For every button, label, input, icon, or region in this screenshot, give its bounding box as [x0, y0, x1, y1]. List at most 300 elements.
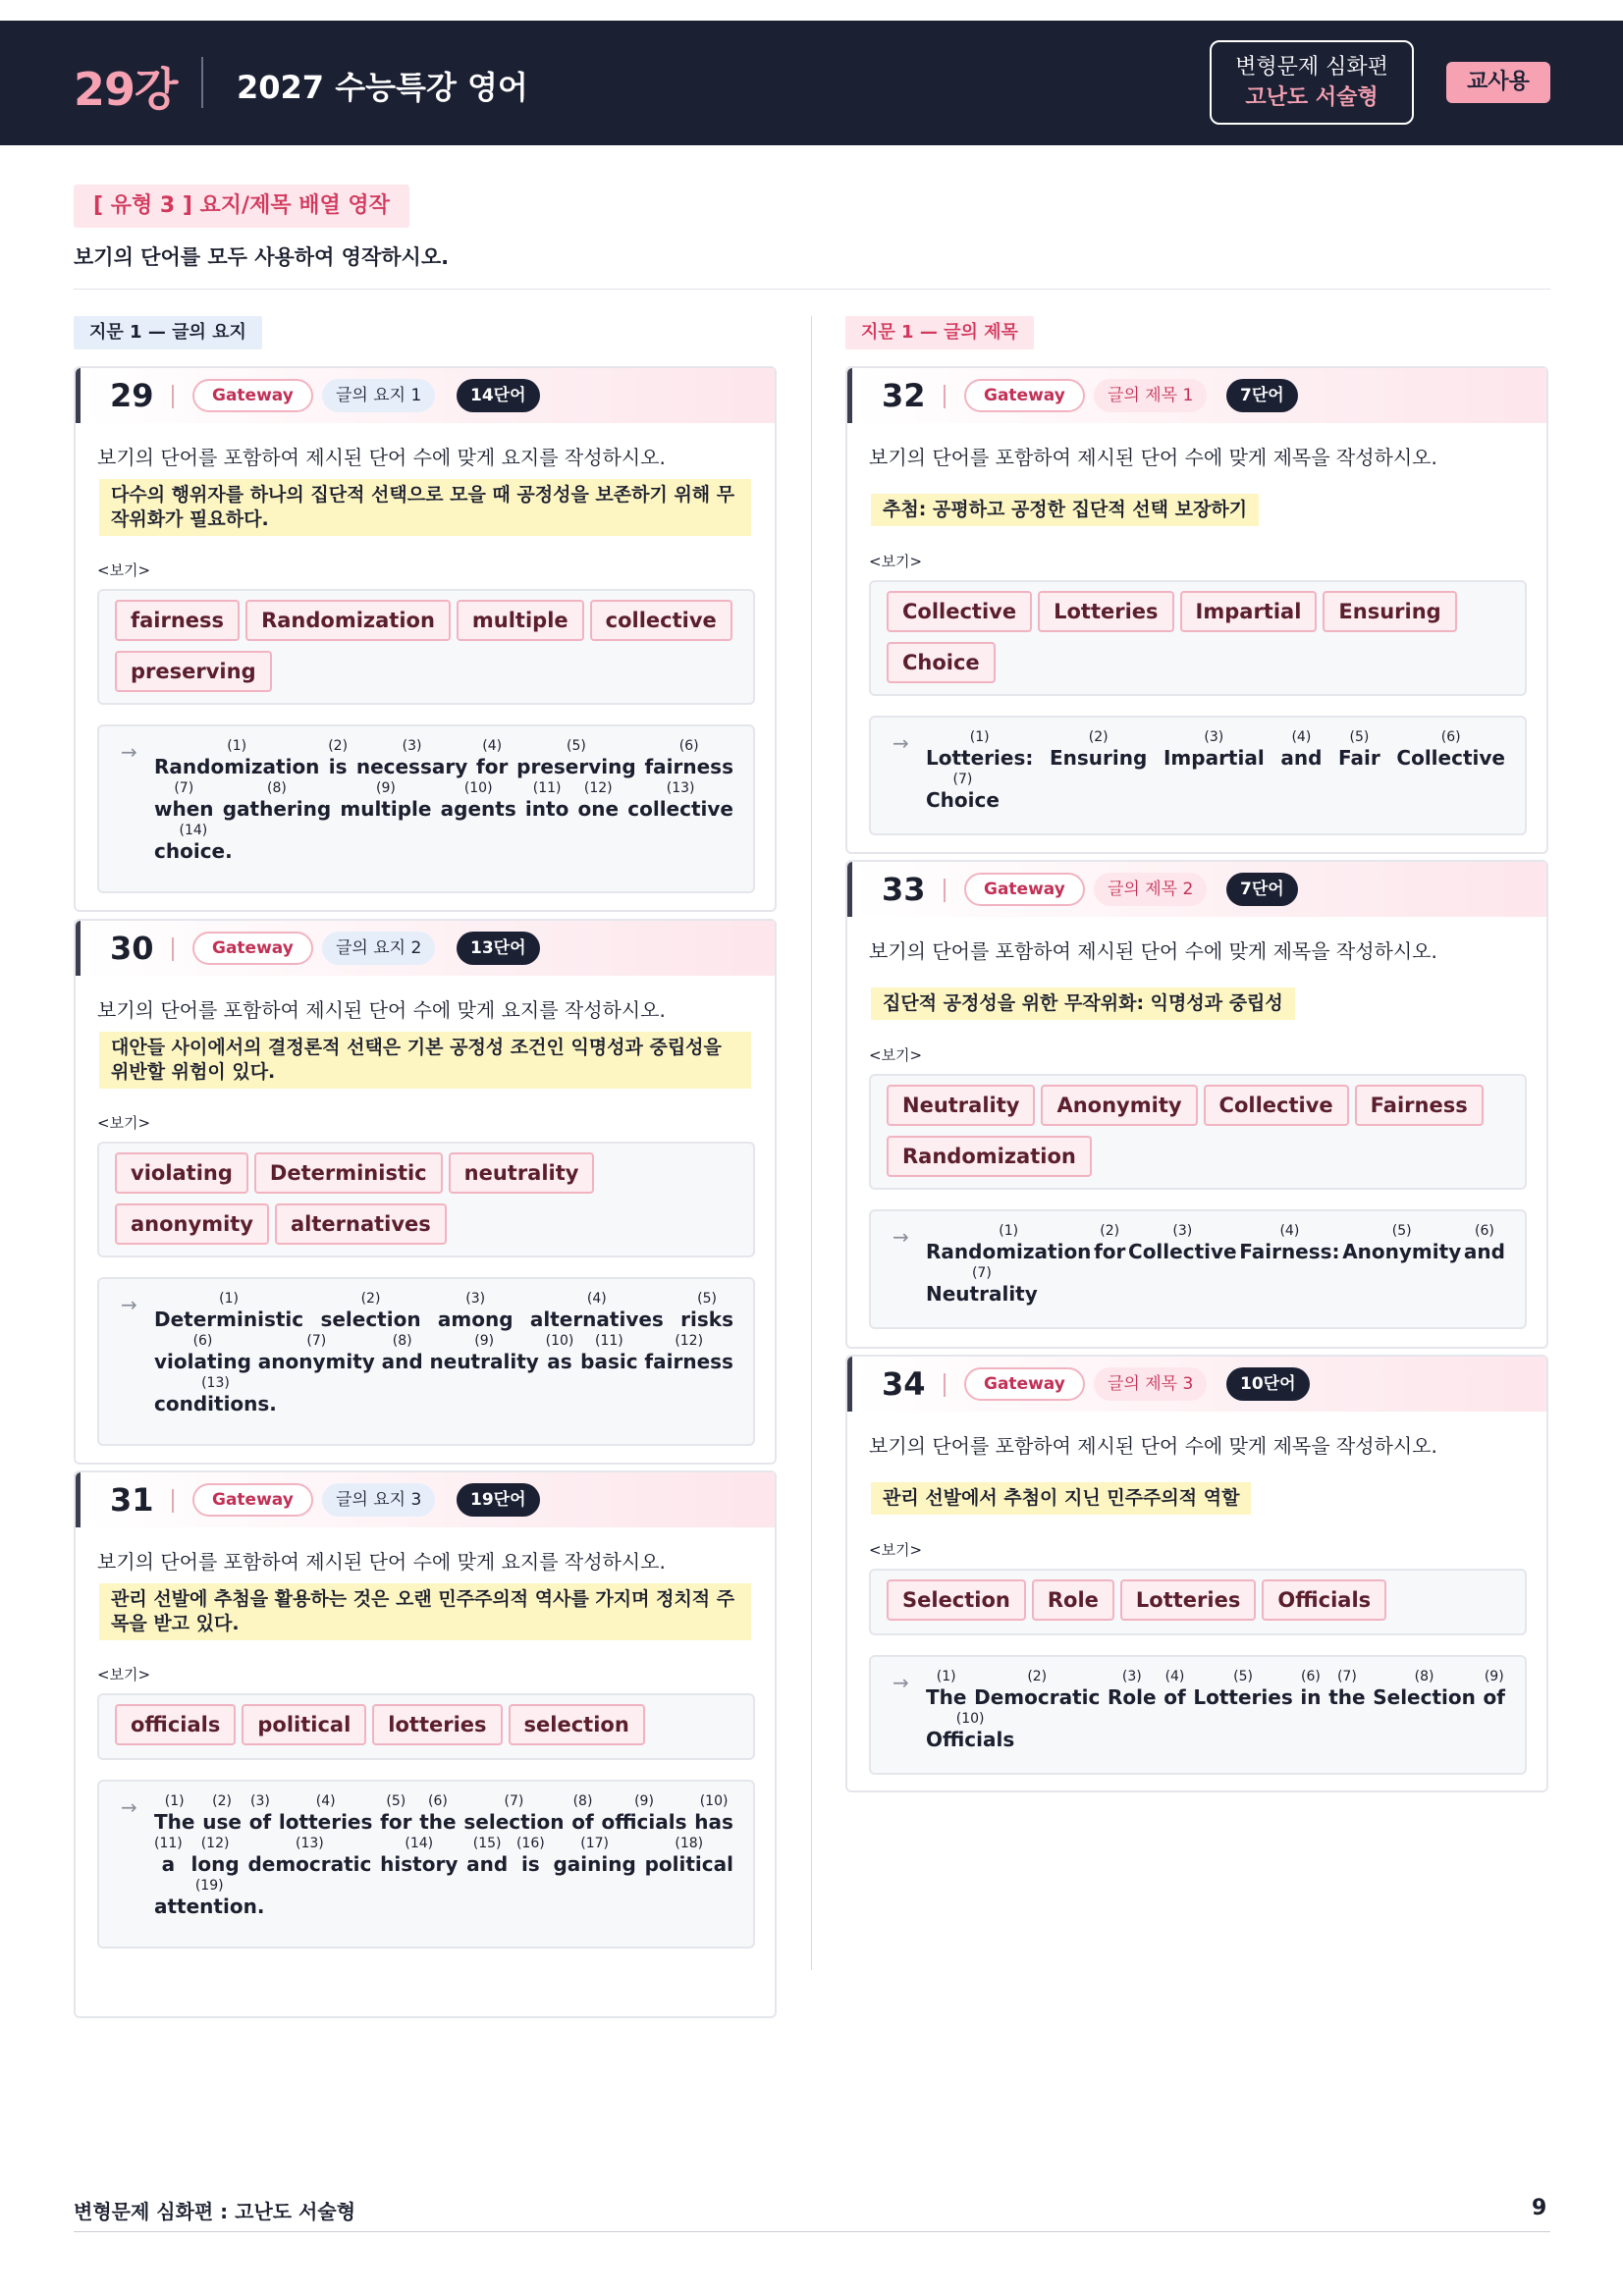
word-count-badge: 14단어: [457, 379, 540, 412]
answer-box: [97, 1277, 755, 1446]
answer-word-number: (11): [532, 780, 562, 796]
word-chip: Choice: [887, 642, 996, 683]
question-prompt: 보기의 단어를 포함하여 제시된 단어 수에 맞게 요지를 작성하시오.: [97, 1550, 666, 1574]
answer-word-number: (6): [678, 738, 699, 754]
answer-word-number: (2): [1088, 729, 1109, 745]
question-prompt: 보기의 단어를 포함하여 제시된 단어 수에 맞게 제목을 작성하시오.: [869, 446, 1437, 469]
word-chip: preserving: [115, 651, 272, 692]
answer-word-text: the: [419, 1810, 457, 1834]
question-prompt: 보기의 단어를 포함하여 제시된 단어 수에 맞게 제목을 작성하시오.: [869, 1434, 1437, 1458]
word-chip: Selection: [887, 1579, 1026, 1621]
question-header: [76, 921, 775, 976]
question-type-badge: 글의 요지 1: [322, 379, 435, 412]
answer-line: [926, 772, 1505, 812]
answer-word: [154, 1291, 303, 1331]
gateway-badge: Gateway: [192, 379, 313, 412]
answer-word-text: long: [190, 1852, 240, 1876]
answer-word-text: Ensuring: [1050, 746, 1148, 770]
number-separator: [172, 1489, 174, 1513]
answer-word: [1163, 1669, 1185, 1709]
answer-word: [926, 729, 1033, 770]
gateway-badge: Gateway: [192, 932, 313, 965]
answer-word: [680, 1291, 733, 1331]
word-chip: Deterministic: [254, 1152, 443, 1194]
word-chip: multiple: [457, 600, 584, 641]
right-passage-label: 지문 1 — 글의 제목: [845, 316, 1034, 349]
answer-word-number: (3): [1172, 1223, 1193, 1239]
answer-word: [1094, 1223, 1125, 1263]
answer-word-number: (10): [463, 780, 493, 796]
answer-word: [1163, 729, 1265, 770]
answer-word: [320, 1291, 420, 1331]
answer-word-text: in: [1300, 1685, 1322, 1709]
answer-word-number: (2): [1027, 1669, 1048, 1684]
answer-word-number: (1): [969, 729, 990, 745]
answer-word-text: of: [1483, 1685, 1505, 1709]
answer-word-number: (12): [675, 1333, 704, 1349]
bogi-label: <보기>: [97, 1666, 151, 1683]
answer-word-text: Anonymity: [1342, 1240, 1462, 1263]
word-bank: [869, 580, 1527, 696]
answer-word-number: (6): [192, 1333, 213, 1349]
answer-word-number: (14): [405, 1836, 434, 1851]
answer-word-text: Officials: [926, 1728, 1015, 1751]
lesson-number: 29강: [74, 63, 178, 116]
word-count-badge: 10단어: [1226, 1367, 1310, 1401]
answer-word-text: Choice: [926, 788, 1000, 812]
answer-word-text: history: [380, 1852, 459, 1876]
header-divider: [201, 57, 203, 108]
answer-word: [644, 1333, 733, 1373]
answer-word: [1373, 1669, 1476, 1709]
answer-word: [247, 1836, 371, 1876]
answer-word-text: gathering: [222, 797, 332, 821]
answer-word-number: (4): [1279, 1223, 1300, 1239]
answer-word-number: (6): [1301, 1669, 1321, 1684]
answer-line: [926, 1669, 1505, 1709]
answer-word: [1128, 1223, 1237, 1263]
answer-word-text: is: [328, 755, 348, 778]
word-chip: fairness: [115, 600, 240, 641]
answer-word: [1484, 1669, 1505, 1709]
answer-word: [382, 1333, 423, 1373]
answer-word: [580, 1333, 637, 1373]
answer-word: [430, 1333, 539, 1373]
question-header: [847, 1357, 1546, 1412]
word-chip: Ensuring: [1323, 591, 1456, 632]
answer-word-number: (6): [1474, 1223, 1494, 1239]
answer-word: [1396, 729, 1505, 770]
answer-word-number: (1): [227, 738, 247, 754]
answer-word-text: Lotteries:: [926, 746, 1034, 770]
page-number: 9: [1532, 2196, 1547, 2220]
arrow-icon: →: [121, 740, 137, 764]
question-prompt: 보기의 단어를 포함하여 제시된 단어 수에 맞게 제목을 작성하시오.: [869, 939, 1437, 963]
answer-word-text: basic: [580, 1350, 638, 1373]
word-chip: political: [242, 1704, 366, 1745]
answer-word-number: (18): [675, 1836, 704, 1851]
question-header: [76, 1472, 775, 1527]
left-passage-label: 지문 1 — 글의 요지: [74, 316, 262, 349]
answer-word-text: choice.: [154, 839, 233, 863]
arrow-icon: →: [893, 1225, 909, 1249]
answer-word-text: Collective: [1396, 746, 1505, 770]
answer-box: [869, 716, 1527, 835]
answer-word-text: Selection: [1373, 1685, 1476, 1709]
question-card: [74, 919, 777, 1465]
answer-lines: [926, 1669, 1505, 1753]
answer-word-number: (5): [697, 1291, 717, 1307]
answer-line: [154, 738, 733, 778]
answer-word-text: Impartial: [1163, 746, 1265, 770]
answer-box: [869, 1209, 1527, 1329]
problem-type-box: [1210, 40, 1414, 125]
answer-word-number: (5): [1391, 1223, 1412, 1239]
answer-line: [926, 1711, 1505, 1751]
teacher-badge: 교사용: [1446, 62, 1550, 103]
answer-word-number: (2): [1100, 1223, 1120, 1239]
gateway-badge: Gateway: [964, 1367, 1085, 1401]
answer-word-number: (2): [360, 1291, 381, 1307]
answer-word-text: for: [476, 755, 509, 778]
word-chip: anonymity: [115, 1203, 269, 1245]
answer-box: [869, 1655, 1527, 1775]
word-chip: Officials: [1262, 1579, 1386, 1621]
book-title: 2027 수능특강 영어: [237, 69, 528, 106]
answer-word: [926, 1265, 1038, 1306]
korean-hint-highlight: 다수의 행위자를 하나의 집단적 선택으로 모을 때 공정성을 보존하기 위해 무작위화가 필요하다.: [99, 479, 751, 536]
answer-word: [154, 1836, 183, 1876]
answer-word-text: collective: [627, 797, 733, 821]
answer-word-text: alternatives: [529, 1308, 664, 1331]
answer-word-number: (3): [402, 738, 422, 754]
answer-word-number: (9): [634, 1793, 654, 1809]
answer-word-text: Deterministic: [154, 1308, 304, 1331]
answer-word-number: (10): [699, 1793, 729, 1809]
answer-word-number: (4): [315, 1793, 336, 1809]
answer-word-number: (13): [296, 1836, 324, 1851]
answer-word: [602, 1793, 687, 1834]
answer-word-text: fairness: [644, 1350, 733, 1373]
answer-word-number: (4): [1291, 729, 1312, 745]
answer-word-text: for: [380, 1810, 412, 1834]
question-number: 29: [110, 377, 154, 414]
answer-word-number: (4): [586, 1291, 607, 1307]
answer-lines: [926, 1223, 1505, 1308]
answer-word-number: (9): [474, 1333, 495, 1349]
answer-word-number: (7): [1336, 1669, 1357, 1684]
answer-word-text: among: [437, 1308, 514, 1331]
answer-word: [1193, 1669, 1292, 1709]
answer-word: [154, 823, 233, 863]
answer-line: [926, 1265, 1505, 1306]
answer-word: [1464, 1223, 1505, 1263]
answer-word-text: into: [524, 797, 569, 821]
answer-word-number: (3): [465, 1291, 486, 1307]
word-count-badge: 7단어: [1226, 379, 1298, 412]
answer-word: [154, 1375, 277, 1415]
answer-word-text: political: [644, 1852, 733, 1876]
answer-word-text: and: [466, 1852, 509, 1876]
answer-word-number: (7): [971, 1265, 992, 1281]
answer-word-text: selection: [463, 1810, 565, 1834]
answer-word-text: as: [547, 1350, 572, 1373]
word-chip: Impartial: [1180, 591, 1318, 632]
answer-word-number: (1): [999, 1223, 1019, 1239]
question-number: 32: [882, 377, 926, 414]
number-separator: [172, 385, 174, 408]
arrow-icon: →: [121, 1293, 137, 1316]
answer-word: [1280, 729, 1322, 770]
answer-word-number: (10): [545, 1333, 574, 1349]
answer-word-number: (15): [472, 1836, 502, 1851]
word-chip: Fairness: [1355, 1085, 1484, 1126]
answer-word-text: use: [202, 1810, 242, 1834]
word-chip: Randomization: [887, 1136, 1092, 1177]
answer-word-text: risks: [680, 1308, 733, 1331]
bogi-label: <보기>: [97, 1114, 151, 1132]
problem-type-line2: 고난도 서술형: [1245, 85, 1379, 110]
answer-word-text: preserving: [516, 755, 636, 778]
question-type-badge: 글의 제목 2: [1094, 873, 1207, 906]
column-divider: [811, 316, 812, 1970]
answer-box: [97, 1780, 755, 1949]
question-card: [74, 1470, 777, 2018]
question-type-badge: 글의 제목 3: [1094, 1367, 1207, 1401]
answer-word-number: (8): [1414, 1669, 1434, 1684]
section-instruction: 보기의 단어를 모두 사용하여 영작하시오.: [74, 245, 450, 269]
answer-word: [1328, 1669, 1365, 1709]
gateway-badge: Gateway: [964, 379, 1085, 412]
answer-word-text: necessary: [355, 755, 468, 778]
answer-word-number: (12): [200, 1836, 230, 1851]
bogi-label: <보기>: [869, 553, 923, 570]
answer-word-number: (6): [428, 1793, 448, 1809]
number-separator: [944, 385, 946, 408]
answer-line: [154, 823, 733, 863]
question-card: [845, 366, 1548, 854]
question-number: 34: [882, 1365, 926, 1403]
question-prompt: 보기의 단어를 포함하여 제시된 단어 수에 맞게 요지를 작성하시오.: [97, 998, 666, 1022]
word-chip: Collective: [1204, 1085, 1349, 1126]
answer-word-text: Collective: [1128, 1240, 1237, 1263]
answer-word-text: neutrality: [429, 1350, 539, 1373]
answer-word-text: when: [154, 797, 214, 821]
answer-line: [154, 780, 733, 821]
question-header: [76, 368, 775, 423]
answer-word-text: of: [248, 1810, 272, 1834]
answer-word-number: (7): [504, 1793, 524, 1809]
answer-word: [340, 780, 431, 821]
question-type-badge: 글의 제목 1: [1094, 379, 1207, 412]
answer-word-text: has: [694, 1810, 733, 1834]
answer-word-text: officials: [601, 1810, 687, 1834]
answer-word-text: anonymity: [257, 1350, 375, 1373]
answer-word-number: (5): [1233, 1669, 1253, 1684]
answer-word-number: (10): [955, 1711, 985, 1727]
answer-word-text: The: [154, 1810, 195, 1834]
word-chip: lotteries: [372, 1704, 502, 1745]
word-bank: [97, 589, 755, 705]
answer-word: [154, 780, 214, 821]
number-separator: [172, 937, 174, 961]
arrow-icon: →: [121, 1795, 137, 1819]
korean-hint-highlight: 관리 선발에서 추첨이 지닌 민주주의적 역할: [871, 1482, 1251, 1515]
answer-word-text: and: [1280, 746, 1323, 770]
question-header: [847, 862, 1546, 917]
word-chip: Role: [1032, 1579, 1114, 1621]
answer-word: [154, 738, 319, 778]
answer-word: [154, 1333, 251, 1373]
bogi-label: <보기>: [869, 1541, 923, 1559]
answer-word-text: lotteries: [278, 1810, 373, 1834]
answer-word: [578, 780, 620, 821]
answer-word: [553, 1836, 635, 1876]
answer-word-number: (7): [952, 772, 973, 787]
divider: [74, 289, 1550, 290]
footer-text: 변형문제 심화편 : 고난도 서술형: [74, 2200, 356, 2223]
word-chip: Randomization: [245, 600, 451, 641]
answer-word-text: The: [926, 1685, 967, 1709]
answer-word: [438, 1291, 514, 1331]
answer-word-number: (2): [328, 738, 349, 754]
answer-word: [466, 1836, 508, 1876]
answer-word: [645, 1836, 733, 1876]
answer-word: [191, 1836, 240, 1876]
answer-word-number: (7): [306, 1333, 327, 1349]
question-prompt: 보기의 단어를 포함하여 제시된 단어 수에 맞게 요지를 작성하시오.: [97, 446, 666, 469]
section-type-label: [ 유형 3 ] 요지/제목 배열 영작: [74, 185, 409, 228]
answer-line: [154, 1878, 733, 1918]
answer-word-text: multiple: [340, 797, 432, 821]
answer-word: [926, 1669, 966, 1709]
word-count-badge: 19단어: [457, 1483, 540, 1517]
answer-word: [525, 780, 568, 821]
answer-word: [154, 1793, 194, 1834]
answer-lines: [154, 1291, 733, 1417]
word-chip: violating: [115, 1152, 248, 1194]
answer-word-number: (3): [1121, 1669, 1142, 1684]
answer-word-number: (16): [515, 1836, 545, 1851]
answer-word-number: (1): [164, 1793, 185, 1809]
answer-word-text: conditions.: [154, 1392, 277, 1415]
answer-word-text: the: [1328, 1685, 1366, 1709]
answer-word-text: agents: [440, 797, 516, 821]
answer-word-text: and: [1463, 1240, 1505, 1263]
answer-word: [546, 1333, 574, 1373]
word-count-badge: 7단어: [1226, 873, 1298, 906]
answer-word: [279, 1793, 372, 1834]
question-card: [845, 860, 1548, 1349]
answer-word: [571, 1793, 593, 1834]
answer-word-text: and: [381, 1350, 423, 1373]
answer-word-number: (8): [392, 1333, 412, 1349]
bogi-label: <보기>: [869, 1046, 923, 1064]
word-chip: Anonymity: [1041, 1085, 1197, 1126]
answer-word-text: attention.: [154, 1895, 265, 1918]
answer-word-number: (3): [1204, 729, 1224, 745]
answer-word-number: (5): [1349, 729, 1370, 745]
answer-word: [154, 1878, 264, 1918]
problem-type-line1: 변형문제 심화편: [1235, 55, 1388, 80]
answer-word-text: selection: [320, 1308, 421, 1331]
answer-word-number: (19): [194, 1878, 224, 1894]
number-separator: [944, 1373, 946, 1397]
answer-word-number: (8): [572, 1793, 593, 1809]
answer-word: [380, 1836, 458, 1876]
answer-lines: [154, 1793, 733, 1920]
answer-word-number: (11): [154, 1836, 183, 1851]
answer-word-text: of: [1163, 1685, 1186, 1709]
arrow-icon: →: [893, 731, 909, 755]
answer-word-text: democratic: [247, 1852, 372, 1876]
answer-word-text: Role: [1108, 1685, 1157, 1709]
answer-word-text: Neutrality: [926, 1282, 1038, 1306]
answer-word-number: (4): [1164, 1669, 1185, 1684]
word-chip: Neutrality: [887, 1085, 1035, 1126]
answer-word-number: (14): [179, 823, 208, 838]
arrow-icon: →: [893, 1671, 909, 1694]
question-number: 33: [882, 871, 926, 908]
answer-word-text: a: [161, 1852, 176, 1876]
answer-word-number: (2): [212, 1793, 232, 1809]
answer-word: [441, 780, 516, 821]
answer-line: [926, 729, 1505, 770]
question-header: [847, 368, 1546, 423]
answer-word: [1108, 1669, 1157, 1709]
answer-word: [258, 1333, 375, 1373]
answer-line: [926, 1223, 1505, 1263]
number-separator: [944, 879, 946, 902]
word-bank: [869, 1074, 1527, 1190]
answer-word: [202, 1793, 242, 1834]
word-chip: officials: [115, 1704, 236, 1745]
answer-word-number: (5): [386, 1793, 406, 1809]
answer-word: [974, 1669, 1100, 1709]
answer-word-number: (8): [267, 780, 287, 796]
answer-word: [223, 780, 331, 821]
answer-word: [419, 1793, 456, 1834]
answer-word-number: (4): [482, 738, 503, 754]
answer-word: [1300, 1669, 1321, 1709]
answer-word-text: is: [520, 1852, 540, 1876]
answer-line: [154, 1793, 733, 1834]
answer-word-number: (1): [219, 1291, 239, 1307]
answer-word-number: (9): [375, 780, 396, 796]
question-card: [74, 366, 777, 912]
answer-word-text: fairness: [644, 755, 733, 778]
answer-word-number: (6): [1440, 729, 1461, 745]
answer-word: [627, 780, 733, 821]
answer-word-number: (3): [250, 1793, 270, 1809]
answer-word-text: Randomization: [926, 1240, 1092, 1263]
bogi-label: <보기>: [97, 561, 151, 579]
question-card: [845, 1355, 1548, 1792]
question-number: 31: [110, 1481, 154, 1519]
answer-word-text: violating: [154, 1350, 251, 1373]
answer-word: [694, 1793, 733, 1834]
answer-word-number: (17): [580, 1836, 609, 1851]
word-bank: [97, 1693, 755, 1760]
word-count-badge: 13단어: [457, 932, 540, 965]
answer-word: [1338, 729, 1380, 770]
answer-word: [926, 1711, 1014, 1751]
answer-word-text: for: [1094, 1240, 1126, 1263]
answer-line: [154, 1375, 733, 1415]
answer-word-number: (12): [583, 780, 613, 796]
answer-lines: [154, 738, 733, 865]
footer-divider: [74, 2231, 1550, 2232]
